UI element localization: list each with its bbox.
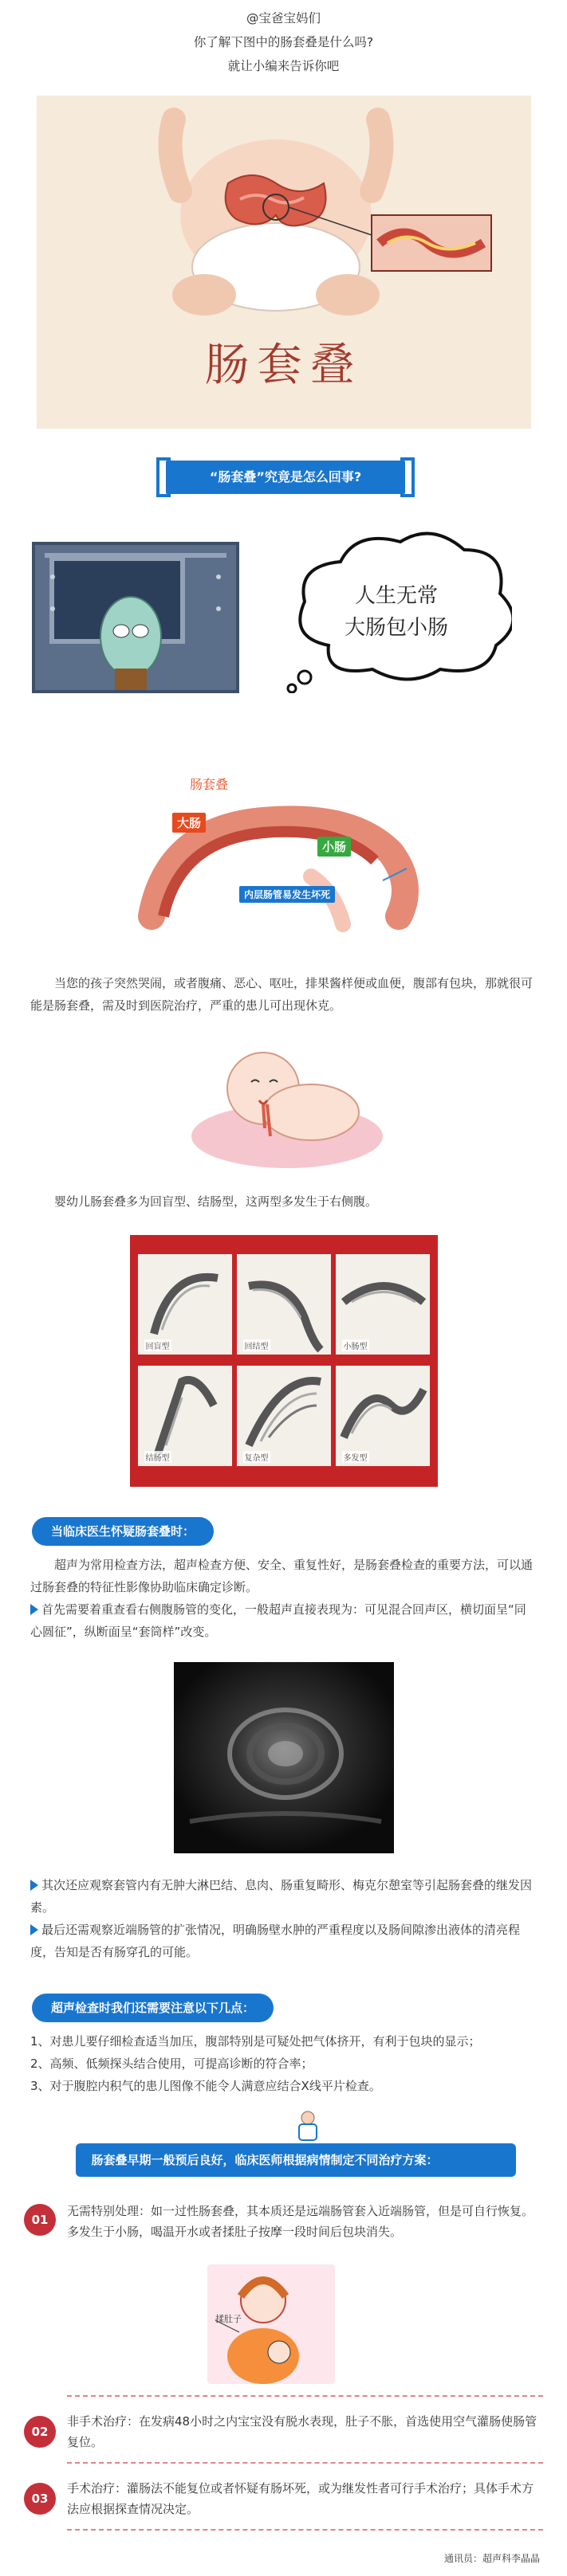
intro-line-2: 你了解下图中的肠套叠是什么吗? xyxy=(193,35,374,49)
dashed-divider xyxy=(67,2529,543,2531)
type-caption: 复杂型 xyxy=(243,1451,270,1463)
treatment-item xyxy=(24,2478,543,2519)
crying-baby xyxy=(0,1017,567,1190)
treatment-number: 02 xyxy=(24,2416,56,2448)
type-card xyxy=(237,1366,331,1466)
type-caption: 多发型 xyxy=(342,1451,369,1463)
treatment-text: 非手术治疗：在发病48小时之内宝宝没有脱水表现，肚子不胀，首选使用空气灌肠使肠管复位。 xyxy=(67,2414,537,2449)
note-item-1: 1、对患儿要仔细检查适当加压，腹部特别是可疑处把气体挤开，有利于包块的显示； xyxy=(30,2034,481,2049)
dashed-divider xyxy=(67,2462,543,2464)
type-card xyxy=(138,1366,232,1466)
secondary-cause-text: 其次还应观察套管内有无肿大淋巴结、息肉、肠重复畸形、梅克尔憩室等引起肠套叠的继发因素。 xyxy=(30,1878,533,1915)
crying-baby-illustration xyxy=(0,1017,567,1190)
massage-illustration xyxy=(0,2256,567,2392)
squidward-cartoon xyxy=(32,542,239,693)
section2-title: 当临床医生怀疑肠套叠时： xyxy=(32,1517,214,1546)
section3-title: 超声检查时我们还需要注意以下几点： xyxy=(32,1994,274,2022)
treatment-number: 03 xyxy=(24,2483,56,2515)
section1-title: “肠套叠”究竟是怎么回事? xyxy=(166,461,405,494)
speech-cloud xyxy=(281,526,512,693)
type-caption: 小肠型 xyxy=(342,1339,369,1351)
first-check-text: 首先需要着重查看右侧腹肠管的变化，一般超声直接表现为：可见混合回声区，横切面呈“同心圆征”，纵断面呈“套筒样”改变。 xyxy=(30,1602,526,1639)
ultrasound-method-paragraph: 超声为常用检查方法，超声检查方便、安全、重复性好，是肠套叠检查的重要方法，可以通过肠套叠的特征性影像协助临床确定诊断。 xyxy=(30,1558,534,1594)
intestine-diagram xyxy=(0,749,567,972)
triangle-bullet-icon xyxy=(30,1924,38,1935)
footer-credit: 通讯员：超声科李晶晶 xyxy=(443,2553,540,2564)
cartoon-row xyxy=(0,510,567,749)
section3-header xyxy=(0,1984,567,2030)
symptom-paragraph: 当您的孩子突然哭闹，或者腹痛、恶心、呕吐，排果酱样便或血便，腹部有包块，那就很可能是肠套叠，需及时到医院治疗，严重的患儿可出现休克。 xyxy=(30,976,534,1013)
dilation-paragraph xyxy=(0,1919,567,1963)
type-card xyxy=(237,1254,331,1355)
treatment-callout xyxy=(25,2143,543,2177)
dilation-text: 最后还需观察近端肠管的扩张情况，明确肠壁水肿的严重程度以及肠间隙渗出液体的清亮程度，告知是否有肠穿孔的可能。 xyxy=(30,1923,521,1959)
cloud-line-2: 大肠包小肠 xyxy=(344,616,448,640)
type-caption: 结肠型 xyxy=(144,1451,171,1463)
cloud-text xyxy=(281,580,512,644)
first-check-paragraph xyxy=(0,1598,567,1643)
treatment-item xyxy=(24,2411,543,2452)
cloud-line-1: 人生无常 xyxy=(354,584,438,608)
massage-label: 揉肚子 xyxy=(215,2314,242,2324)
intro-line-1: @宝爸宝妈们 xyxy=(246,11,321,25)
triangle-bullet-icon xyxy=(30,1880,38,1891)
treatment-divider xyxy=(24,2519,543,2537)
type-card xyxy=(336,1254,430,1355)
intro-line-3: 就让小编来告诉你吧 xyxy=(227,59,340,73)
intro-block xyxy=(0,0,567,78)
diagram-title-label: 肠套叠 xyxy=(190,777,229,792)
note-item-3: 3、对于腹腔内积气的患儿图像不能令人满意应结合X线平片检查。 xyxy=(30,2079,381,2093)
ultrasound-image xyxy=(174,1662,394,1853)
treatment-item xyxy=(24,2201,543,2242)
treatment-heading: 肠套叠早期一般预后良好，临床医师根据病情制定不同治疗方案： xyxy=(76,2143,516,2177)
type-card xyxy=(336,1366,430,1466)
treatment-divider xyxy=(24,2392,543,2400)
section2-header xyxy=(0,1508,567,1554)
necrosis-caption: 内层肠管易发生坏死 xyxy=(239,886,335,903)
hero-title: 肠套叠 xyxy=(204,339,363,391)
ultrasound-scan xyxy=(174,1662,394,1853)
triangle-bullet-icon xyxy=(30,1604,38,1615)
mother-massaging-baby xyxy=(0,2256,567,2392)
treatment-divider xyxy=(24,2452,543,2470)
large-intestine-label: 大肠 xyxy=(172,813,206,833)
treatment-number: 01 xyxy=(24,2204,56,2236)
treatment-text: 手术治疗：灌肠法不能复位或者怀疑有肠坏死，或为继发性者可行手术治疗；具体手术方法应根据探查情况决定。 xyxy=(67,2481,534,2516)
hero-illustration xyxy=(37,96,531,429)
squidward-figure xyxy=(35,545,236,690)
intussusception-diagram xyxy=(0,749,567,972)
secondary-cause-paragraph xyxy=(0,1874,567,1919)
type-caption: 回盲型 xyxy=(144,1339,171,1351)
dashed-divider xyxy=(67,2395,543,2397)
intussusception-types-figure xyxy=(130,1235,438,1487)
treatment-text: 无需特别处理：如一过性肠套叠，其本质还是远端肠管套入近端肠管，但是可自行恢复。多发生于小肠，喝温开水或者揉肚子按摩一段时间后包块消失。 xyxy=(67,2204,534,2239)
type-card xyxy=(138,1254,232,1355)
doctor-icon xyxy=(294,2110,321,2142)
section1-banner xyxy=(0,441,567,510)
types-paragraph: 婴幼儿肠套叠多为回盲型、结肠型，这两型多发生于右侧腹。 xyxy=(54,1194,378,1209)
small-intestine-label: 小肠 xyxy=(317,837,351,857)
type-caption: 回结型 xyxy=(243,1339,270,1351)
note-item-2: 2、高频、低频探头结合使用，可提高诊断的符合率； xyxy=(30,2056,313,2071)
